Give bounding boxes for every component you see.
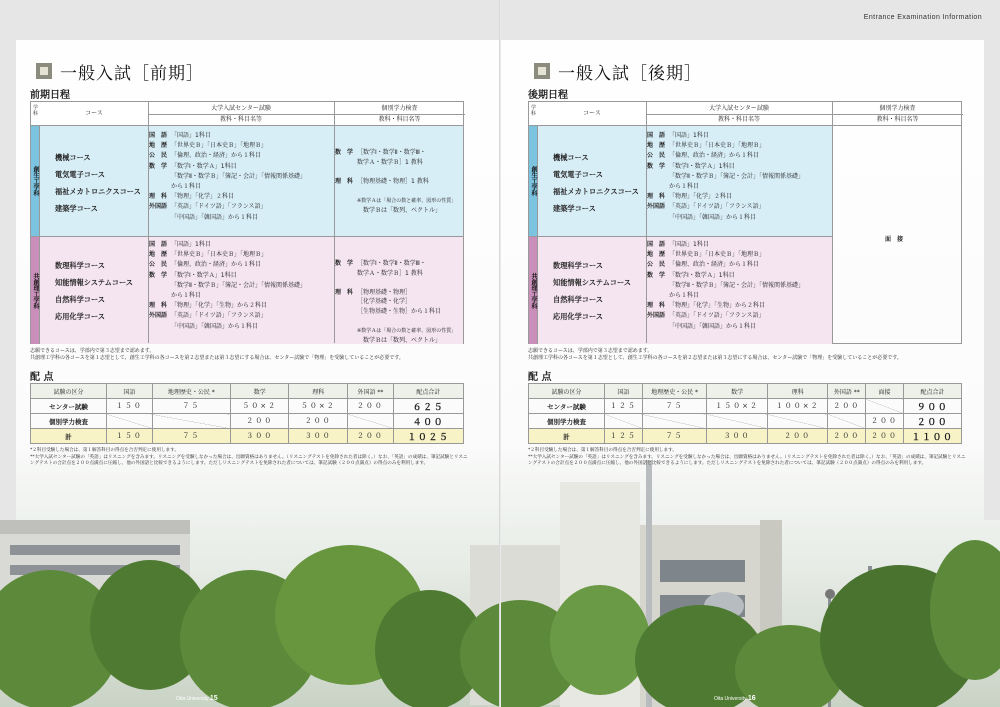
section-title: [534, 60, 702, 82]
subject-category: 理 科: [335, 177, 354, 185]
subject-row: [647, 141, 804, 151]
course-item: 知能情報システムコース: [553, 278, 631, 287]
subject-detail: 「中国語」「韓国語」から１科目: [171, 213, 259, 221]
course-item: 数理科学コース: [553, 261, 603, 270]
subject-detail: 「数学Ⅱ・数学Ｂ」「簿記・会計」「情報関係基礎」: [171, 172, 306, 180]
points-cell: [348, 414, 394, 429]
subject-category: 公 民: [647, 152, 666, 160]
subject-row: [647, 162, 804, 172]
subject-detail: 「国語」1科目: [669, 241, 709, 248]
dept-label: 創生工学科: [530, 166, 537, 196]
center-subjects: [647, 131, 804, 223]
table-header: [31, 102, 463, 126]
points-cell: [642, 414, 707, 429]
points-heading: 配 点: [30, 372, 54, 383]
subject-row: [149, 192, 306, 202]
footnote: **大学入試センター試験の「英語」はリスニングを含みます。リスニングを受験しなかった場合は、出願資格はありません。（リスニングテストを免除された者は除く。）なお、「英語」の成績は、筆記試験とリスニングテストの合計点を２００点満点に圧縮し、他の外国語と比較できるようにします。ただしリスニングテストを免除された者については、筆記試験（２００点満点）の得点のみを利用します。: [30, 454, 468, 467]
subject-detail: 「数学Ⅰ・数学Ａ」1科目: [171, 162, 237, 170]
subject-detail: ［生物基礎・生物］から１科目: [357, 307, 442, 315]
note-line: 共創理工学科の各コースを第１志望として、創生工学科の各コースを第２志望または第３志望にする場合は、センター試験で「物理」を受験していることが必要です。: [528, 355, 902, 361]
subject-row: [149, 322, 306, 332]
group-kyoso: [529, 236, 832, 344]
subject-category: 外国語: [149, 312, 168, 320]
subject-category: 地 歴: [647, 251, 666, 259]
points-cell: １５０×２: [707, 399, 768, 414]
subject-row: [335, 326, 456, 337]
subject-detail: 数学Ａ・数学Ｂ］1 教科: [357, 158, 423, 166]
points-row-label: センター試験: [31, 399, 107, 414]
subject-detail: ［化学基礎・化学］: [357, 298, 412, 305]
subject-row: [149, 301, 306, 311]
subject-detail: 「世界史Ｂ」「日本史Ｂ」「地理Ｂ」: [669, 251, 766, 259]
subject-row: [647, 311, 804, 321]
points-header-cell: 外国語 **: [348, 384, 394, 399]
page-number: 15: [209, 695, 218, 702]
subject-detail: ［物理基礎・物理］1 教科: [357, 177, 429, 185]
points-header-cell: 地理歴史・公民 *: [642, 384, 707, 399]
subject-detail: ※数学Ａは「場合の数と確率、図形の性質」: [357, 327, 457, 334]
subject-row: [149, 162, 306, 172]
subject-category: 数 学: [647, 162, 666, 170]
th-course: コース: [583, 110, 601, 117]
course-item: 建築学コース: [55, 204, 98, 213]
page-number: 16: [747, 695, 756, 702]
th-center: 大学入試センター試験: [709, 105, 769, 112]
subject-row: [647, 240, 804, 250]
subject-detail: 「数学Ⅱ・数学Ｂ」「簿記・会計」「情報関係基礎」: [669, 281, 804, 289]
points-header-cell: 外国語 **: [828, 384, 866, 399]
subject-row: [335, 278, 456, 288]
points-total: ６２５: [393, 399, 463, 414]
title-text: 一般入試［前期］: [60, 63, 204, 84]
subject-row: [647, 131, 804, 141]
points-row-label: 計: [31, 429, 107, 444]
subject-category: 公 民: [149, 261, 168, 269]
points-header-cell: 数学: [230, 384, 289, 399]
footnote: *２科目受験した場合は、第１解答科目の得点を合否判定に使用します。: [528, 448, 677, 453]
points-cell: １５０: [107, 399, 153, 414]
points-cell: ７５: [152, 399, 230, 414]
subject-category: 理 科: [335, 288, 354, 296]
subject-detail: ［物理基礎・物理］: [357, 288, 412, 296]
subject-detail: 「倫理、政治・経済」から１科目: [171, 152, 262, 160]
subject-detail: 「物理」「化学」２科目: [171, 193, 235, 201]
subject-category: 理 科: [647, 302, 666, 310]
subject-row: [647, 172, 804, 182]
subject-detail: 「世界史Ｂ」「日本史Ｂ」「地理Ｂ」: [171, 142, 268, 150]
subject-category: 数 学: [149, 162, 168, 170]
subject-row: [647, 260, 804, 270]
subject-category: 理 科: [647, 193, 666, 201]
kobetsu-subjects: [335, 148, 456, 216]
subject-row: [335, 186, 456, 196]
schedule-notes: [528, 348, 964, 362]
points-row: [31, 399, 464, 414]
subject-row: [335, 269, 456, 279]
points-total: １１００: [903, 429, 961, 444]
subject-detail: 「物理」「化学」「生物」から２科目: [669, 302, 766, 310]
subject-category: 数 学: [335, 260, 354, 267]
subject-row: [149, 202, 306, 212]
course-list: [55, 257, 133, 325]
points-row-label: 個別学力検査: [31, 414, 107, 429]
th-course: コース: [85, 110, 103, 117]
points-cell: [828, 414, 866, 429]
right-page: [528, 0, 982, 707]
square-bullet-icon: [534, 63, 550, 79]
kobetsu-subjects: [335, 259, 456, 346]
footnotes: [30, 448, 468, 468]
points-cell: ７５: [642, 399, 707, 414]
folio-text: Oita University: [176, 696, 209, 702]
table-header: [529, 102, 961, 126]
subject-detail: 数学Ｂは「数列、ベクトル」: [357, 337, 442, 344]
points-cell: ２００: [828, 399, 866, 414]
points-row-label: 計: [529, 429, 605, 444]
schedule-table: [30, 101, 464, 344]
subject-row: [149, 250, 306, 260]
points-row-label: センター試験: [529, 399, 605, 414]
points-cell: ７５: [152, 429, 230, 444]
points-header-row: [31, 384, 464, 399]
points-cell: ２００: [348, 399, 394, 414]
th-gakka: 学科: [530, 105, 536, 117]
points-cell: ２００: [348, 429, 394, 444]
points-header-row: [529, 384, 962, 399]
subject-row: [335, 148, 456, 158]
points-row: [31, 429, 464, 444]
subject-detail: 「中国語」「韓国語」から１科目: [669, 213, 757, 221]
course-item: 応用化学コース: [55, 312, 105, 321]
points-cell: ３００: [707, 429, 768, 444]
subject-row: [149, 271, 306, 281]
course-list: [553, 149, 639, 217]
points-header-cell: 配点合計: [393, 384, 463, 399]
subject-row: [335, 288, 456, 298]
interview-label: 面 接: [885, 236, 904, 243]
points-cell: １００×２: [767, 399, 828, 414]
subject-detail: ［数学Ⅰ・数学Ⅱ・数学Ⅲ・: [357, 149, 426, 156]
subject-detail: 「世界史Ｂ」「日本史Ｂ」「地理Ｂ」: [669, 142, 766, 150]
points-heading: 配 点: [528, 372, 552, 383]
points-cell: １５０: [107, 429, 153, 444]
schedule-heading: 後期日程: [528, 90, 568, 101]
subject-detail: から１科目: [171, 292, 202, 300]
subject-row: [149, 131, 306, 141]
course-list: [55, 149, 141, 217]
points-header-cell: 面接: [866, 384, 904, 399]
subject-row: [149, 141, 306, 151]
points-cell: ３００: [289, 429, 348, 444]
subject-row: [647, 151, 804, 161]
points-cell: ７５: [642, 429, 707, 444]
page-spine: [499, 0, 501, 707]
dept-label: 創生工学科: [32, 166, 39, 196]
footnote: **大学入試センター試験の「英語」はリスニングを含みます。リスニングを受験しなかった場合は、出願資格はありません。（リスニングテストを免除された者は除く。）なお、「英語」の成績は、筆記試験とリスニングテストの合計点を２００点満点に圧縮し、他の外国語と比較できるようにします。ただしリスニングテストを免除された者については、筆記試験（２００点満点）の得点のみを利用します。: [528, 454, 966, 467]
points-header-cell: 理科: [767, 384, 828, 399]
points-cell: ２００: [230, 414, 289, 429]
subject-detail: 「中国語」「韓国語」から１科目: [171, 322, 259, 330]
subject-row: [647, 182, 804, 192]
subject-detail: 「倫理、政治・経済」から１科目: [171, 261, 262, 269]
subject-detail: 数学Ｂは「数列、ベクトル」: [357, 207, 442, 214]
group-sosei: [31, 126, 463, 236]
subject-category: 地 歴: [647, 142, 666, 150]
center-subjects: [647, 240, 804, 332]
page-folio: [714, 695, 756, 702]
subject-category: 地 歴: [149, 251, 168, 259]
subject-row: [335, 158, 456, 168]
subject-category: 外国語: [149, 203, 168, 211]
points-total: １０２５: [393, 429, 463, 444]
course-item: 電気電子コース: [553, 170, 603, 179]
subject-detail: から１科目: [669, 183, 700, 191]
th-kobetsu: 個別学力検査: [381, 105, 418, 112]
subject-detail: 「世界史Ｂ」「日本史Ｂ」「地理Ｂ」: [171, 251, 268, 259]
center-subjects: [149, 131, 306, 223]
points-header-cell: 国語: [107, 384, 153, 399]
subject-row: [335, 259, 456, 269]
th-gakka: 学科: [32, 105, 38, 117]
subject-category: 数 学: [149, 271, 168, 279]
points-cell: [707, 414, 768, 429]
subject-row: [149, 240, 306, 250]
subject-row: [335, 316, 456, 326]
left-page: [30, 0, 470, 707]
points-row-label: 個別学力検査: [529, 414, 605, 429]
subject-detail: から１科目: [171, 183, 202, 191]
points-row: [31, 414, 464, 429]
subject-detail: 「英語」「ドイツ語」「フランス語」: [171, 312, 267, 320]
subject-detail: から１科目: [669, 292, 700, 300]
points-cell: ２００: [828, 429, 866, 444]
footnote: *２科目受験した場合は、第１解答科目の得点を合否判定に使用します。: [30, 448, 179, 453]
subject-detail: 「中国語」「韓国語」から１科目: [669, 322, 757, 330]
points-header-cell: 国語: [605, 384, 643, 399]
points-total: ４００: [393, 414, 463, 429]
subject-category: 理 科: [149, 302, 168, 310]
subject-row: [335, 177, 456, 187]
th-kobetsu: 個別学力検査: [879, 105, 916, 112]
subject-detail: 「英語」「ドイツ語」「フランス語」: [171, 203, 267, 211]
title-text: 一般入試［後期］: [558, 63, 702, 84]
subject-detail: 「物理」「化学」「生物」から２科目: [171, 302, 268, 310]
points-cell: １２５: [605, 429, 643, 444]
th-subjects-2: 教科・科目名等: [876, 116, 919, 123]
schedule-table: [528, 101, 962, 344]
subject-row: [149, 260, 306, 270]
subject-category: 地 歴: [149, 142, 168, 150]
th-center: 大学入試センター試験: [211, 105, 271, 112]
subject-row: [647, 250, 804, 260]
course-item: 福祉メカトロニクスコース: [55, 187, 141, 196]
subject-detail: 「物理」「化学」２科目: [669, 193, 733, 201]
subject-detail: 「英語」「ドイツ語」「フランス語」: [669, 312, 765, 320]
subject-detail: 「国語」1科目: [171, 132, 211, 139]
subject-detail: ［数学Ⅰ・数学Ⅱ・数学Ⅲ・: [357, 260, 426, 267]
points-total: ２００: [903, 414, 961, 429]
subject-row: [335, 297, 456, 307]
subject-row: [335, 336, 456, 346]
subject-row: [335, 196, 456, 207]
subject-row: [647, 192, 804, 202]
dept-label: 共創理工学科: [32, 272, 39, 309]
points-cell: [107, 414, 153, 429]
running-header: Entrance Examination Information: [863, 14, 982, 21]
subject-detail: 「英語」「ドイツ語」「フランス語」: [669, 203, 765, 211]
subject-detail: 「数学Ⅱ・数学Ｂ」「簿記・会計」「情報関係基礎」: [669, 172, 804, 180]
course-item: 数理科学コース: [55, 261, 105, 270]
subject-row: [647, 301, 804, 311]
points-cell: ２００: [289, 414, 348, 429]
subject-category: 数 学: [335, 149, 354, 156]
subject-row: [647, 291, 804, 301]
course-item: 自然科学コース: [553, 295, 603, 304]
subject-row: [149, 151, 306, 161]
subject-category: 国 語: [647, 132, 666, 139]
subject-category: 理 科: [149, 193, 168, 201]
subject-category: 外国語: [647, 312, 666, 320]
folio-text: Oita University: [714, 696, 747, 702]
points-header-cell: 数学: [707, 384, 768, 399]
points-cell: ２００: [866, 429, 904, 444]
points-header-cell: 試験の区分: [31, 384, 107, 399]
subject-row: [149, 281, 306, 291]
points-cell: [866, 399, 904, 414]
section-title: [36, 60, 204, 82]
center-subjects: [149, 240, 306, 332]
subject-category: 国 語: [149, 241, 168, 248]
course-item: 電気電子コース: [55, 170, 105, 179]
points-cell: ５０×２: [289, 399, 348, 414]
group-sosei: [529, 126, 832, 236]
subject-category: 外国語: [647, 203, 666, 211]
points-header-cell: 試験の区分: [529, 384, 605, 399]
subject-detail: 「倫理、政治・経済」から１科目: [669, 152, 760, 160]
points-header-cell: 地理歴史・公民 *: [152, 384, 230, 399]
subject-detail: 「国語」1科目: [669, 132, 709, 139]
group-kyoso: [31, 236, 463, 344]
note-line: 志願できるコースは、学部内で第３志望まで認めます。: [528, 348, 653, 354]
points-cell: ２００: [866, 414, 904, 429]
points-cell: ５０×２: [230, 399, 289, 414]
points-cell: １２５: [605, 399, 643, 414]
subject-row: [335, 307, 456, 317]
subject-row: [647, 271, 804, 281]
points-row: [529, 414, 962, 429]
points-cell: [152, 414, 230, 429]
subject-category: 国 語: [149, 132, 168, 139]
points-cell: ３００: [230, 429, 289, 444]
course-item: 機械コース: [55, 153, 91, 162]
points-table: [528, 383, 962, 444]
note-line: 共創理工学科の各コースを第１志望として、創生工学科の各コースを第２志望または第３志望にする場合は、センター試験で「物理」を受験していることが必要です。: [30, 355, 404, 361]
points-cell: [605, 414, 643, 429]
square-bullet-icon: [36, 63, 52, 79]
course-item: 知能情報システムコース: [55, 278, 133, 287]
points-row: [529, 399, 962, 414]
course-item: 建築学コース: [553, 204, 596, 213]
points-header-cell: 配点合計: [903, 384, 961, 399]
th-subjects: 教科・科目名等: [219, 116, 262, 123]
subject-detail: 「国語」1科目: [171, 241, 211, 248]
course-item: 応用化学コース: [553, 312, 603, 321]
points-total: ９００: [903, 399, 961, 414]
subject-row: [149, 172, 306, 182]
subject-row: [149, 311, 306, 321]
subject-row: [647, 281, 804, 291]
points-header-cell: 理科: [289, 384, 348, 399]
course-item: 自然科学コース: [55, 295, 105, 304]
subject-row: [335, 206, 456, 216]
th-subjects-2: 教科・科目名等: [378, 116, 421, 123]
subject-category: 公 民: [647, 261, 666, 269]
subject-detail: 「数学Ⅰ・数学Ａ」1科目: [669, 271, 735, 279]
th-subjects: 教科・科目名等: [717, 116, 760, 123]
subject-detail: 「数学Ⅰ・数学Ａ」1科目: [669, 162, 735, 170]
subject-row: [149, 182, 306, 192]
subject-row: [647, 322, 804, 332]
subject-category: 公 民: [149, 152, 168, 160]
footnotes: [528, 448, 966, 468]
note-line: 志願できるコースは、学部内で第３志望まで認めます。: [30, 348, 155, 354]
subject-row: [149, 213, 306, 223]
subject-row: [647, 213, 804, 223]
points-table: [30, 383, 464, 444]
subject-detail: ※数学Ａは「場合の数と確率、図形の性質」: [357, 197, 457, 204]
points-cell: [767, 414, 828, 429]
subject-detail: 数学Ａ・数学Ｂ］1 教科: [357, 269, 423, 277]
schedule-heading: 前期日程: [30, 90, 70, 101]
schedule-notes: [30, 348, 466, 362]
subject-detail: 「倫理、政治・経済」から１科目: [669, 261, 760, 269]
subject-row: [647, 202, 804, 212]
points-row: [529, 429, 962, 444]
subject-row: [149, 291, 306, 301]
course-list: [553, 257, 631, 325]
subject-detail: 「数学Ⅰ・数学Ａ」1科目: [171, 271, 237, 279]
subject-category: 国 語: [647, 241, 666, 248]
page-folio: [176, 695, 218, 702]
course-item: 福祉メカトロニクスコース: [553, 187, 639, 196]
points-cell: ２００: [767, 429, 828, 444]
subject-row: [335, 167, 456, 177]
subject-category: 数 学: [647, 271, 666, 279]
subject-detail: 「数学Ⅱ・数学Ｂ」「簿記・会計」「情報関係基礎」: [171, 281, 306, 289]
dept-label: 共創理工学科: [530, 272, 537, 309]
course-item: 機械コース: [553, 153, 589, 162]
